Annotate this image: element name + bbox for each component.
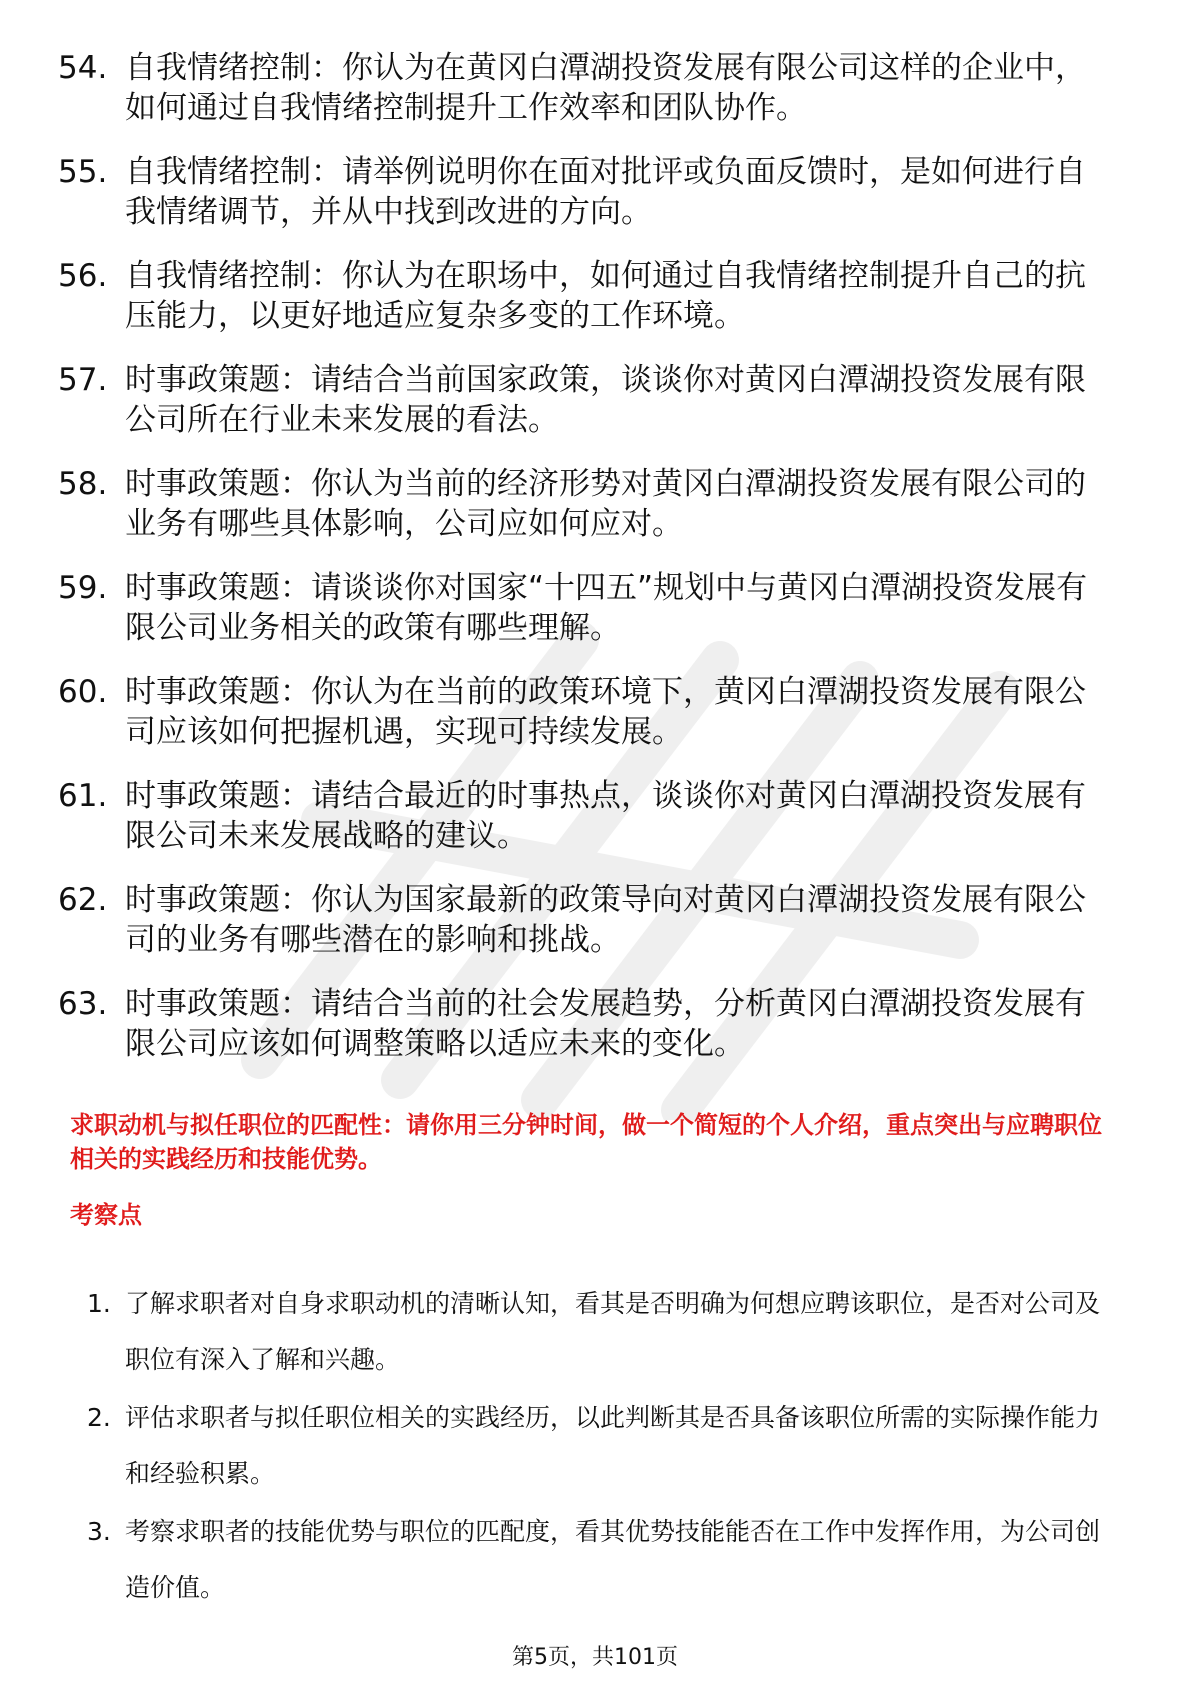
point-item bbox=[0, 1390, 1190, 1502]
point-number: 2. bbox=[87, 1403, 111, 1432]
question-text: 时事政策题：你认为当前的经济形势对黄冈白潭湖投资发展有限公司的业务有哪些具体影响，公司应如何应对。 bbox=[125, 466, 1086, 542]
page-footer: 第5页，共101页 bbox=[512, 1645, 678, 1670]
question-text: 时事政策题：请谈谈你对国家“十四五”规划中与黄冈白潭湖投资发展有限公司业务相关的政策有哪些理解。 bbox=[125, 570, 1088, 646]
question-number: 58. bbox=[58, 466, 108, 502]
point-item bbox=[0, 1276, 1190, 1388]
question-item bbox=[0, 984, 1190, 1064]
question-number: 54. bbox=[58, 50, 108, 86]
question-number: 63. bbox=[58, 986, 108, 1022]
question-text: 自我情绪控制：你认为在黄冈白潭湖投资发展有限公司这样的企业中，如何通过自我情绪控制提升工作效率和团队协作。 bbox=[125, 50, 1086, 126]
point-number: 1. bbox=[87, 1289, 111, 1318]
question-item bbox=[0, 48, 1190, 128]
question-number: 61. bbox=[58, 778, 108, 814]
question-text: 时事政策题：你认为国家最新的政策导向对黄冈白潭湖投资发展有限公司的业务有哪些潜在的影响和挑战。 bbox=[125, 882, 1086, 958]
question-item bbox=[0, 256, 1190, 336]
question-number: 56. bbox=[58, 258, 108, 294]
question-text: 自我情绪控制：你认为在职场中，如何通过自我情绪控制提升自己的抗压能力，以更好地适应复杂多变的工作环境。 bbox=[125, 258, 1086, 334]
question-number: 60. bbox=[58, 674, 108, 710]
question-number: 59. bbox=[58, 570, 108, 606]
question-text: 时事政策题：你认为在当前的政策环境下，黄冈白潭湖投资发展有限公司应该如何把握机遇，实现可持续发展。 bbox=[125, 674, 1086, 750]
point-text: 了解求职者对自身求职动机的清晰认知，看其是否明确为何想应聘该职位，是否对公司及职位有深入了解和兴趣。 bbox=[125, 1289, 1101, 1374]
question-item bbox=[0, 464, 1190, 544]
point-text: 考察求职者的技能优势与职位的匹配度，看其优势技能能否在工作中发挥作用，为公司创造价值。 bbox=[125, 1517, 1101, 1602]
question-text: 时事政策题：请结合最近的时事热点，谈谈你对黄冈白潭湖投资发展有限公司未来发展战略的建议。 bbox=[125, 778, 1086, 854]
question-item bbox=[0, 152, 1190, 232]
point-text: 评估求职者与拟任职位相关的实践经历，以此判断其是否具备该职位所需的实际操作能力和经验积累。 bbox=[125, 1403, 1101, 1488]
point-number: 3. bbox=[87, 1517, 111, 1546]
question-number: 62. bbox=[58, 882, 108, 918]
point-item bbox=[0, 1504, 1190, 1616]
points-list bbox=[0, 1276, 1190, 1618]
question-text: 时事政策题：请结合当前的社会发展趋势，分析黄冈白潭湖投资发展有限公司应该如何调整策略以适应未来的变化。 bbox=[125, 986, 1086, 1062]
points-title: 考察点 bbox=[70, 1201, 142, 1229]
question-item bbox=[0, 672, 1190, 752]
question-item bbox=[0, 776, 1190, 856]
question-item bbox=[0, 360, 1190, 440]
question-list bbox=[0, 48, 1190, 1088]
question-item bbox=[0, 568, 1190, 648]
question-number: 57. bbox=[58, 362, 108, 398]
question-text: 时事政策题：请结合当前国家政策，谈谈你对黄冈白潭湖投资发展有限公司所在行业未来发展的看法。 bbox=[125, 362, 1086, 438]
question-item bbox=[0, 880, 1190, 960]
question-text: 自我情绪控制：请举例说明你在面对批评或负面反馈时，是如何进行自我情绪调节，并从中找到改进的方向。 bbox=[125, 154, 1086, 230]
section-title: 求职动机与拟任职位的匹配性：请你用三分钟时间，做一个简短的个人介绍，重点突出与应聘职位相关的实践经历和技能优势。 bbox=[70, 1111, 1102, 1173]
question-number: 55. bbox=[58, 154, 108, 190]
